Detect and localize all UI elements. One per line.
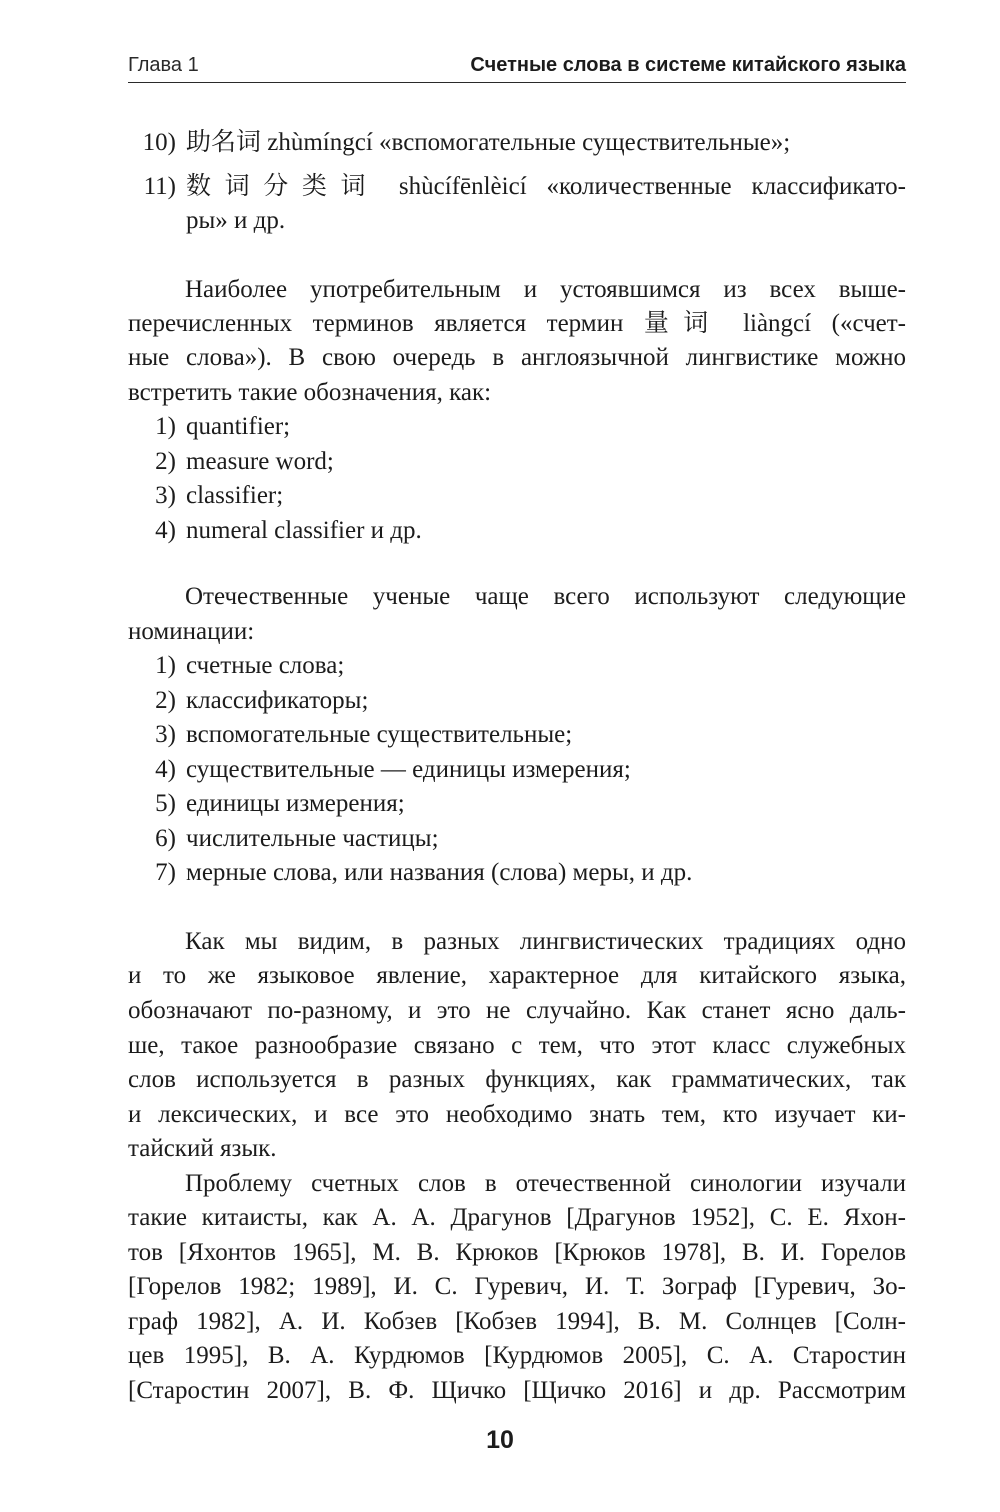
- list-item: [128, 514, 906, 548]
- list-number: 3): [155, 721, 176, 748]
- list-number: 10): [142, 129, 176, 156]
- list-number: 1): [155, 413, 176, 440]
- list-number: 1): [155, 652, 176, 679]
- list-text: classifier;: [186, 482, 284, 509]
- list-text: 助名词 zhùmíngcí «вспомогательные существительные»;: [186, 129, 791, 156]
- list-number: 3): [155, 482, 176, 509]
- running-header: [128, 54, 906, 86]
- list-text: единицы измерения;: [186, 790, 405, 817]
- list-text: мерные слова, или названия (слова) меры, и др.: [186, 859, 693, 886]
- paragraph-line: такие китаисты, как А. А. Драгунов [Драгунов 1952], С. Е. Яхон-: [128, 1204, 906, 1231]
- list-item: [128, 479, 906, 513]
- list-text: measure word;: [186, 448, 334, 475]
- list-number: 5): [155, 790, 176, 817]
- list-item: [128, 718, 906, 752]
- paragraph-line: тов [Яхонтов 1965], М. В. Крюков [Крюков 1978], В. И. Горелов: [128, 1239, 906, 1266]
- list-item: [128, 410, 906, 444]
- list-text: quantifier;: [186, 413, 291, 440]
- paragraph-line: Отечественные ученые чаще всего используют следующие: [185, 583, 906, 610]
- paragraph-line: ше, такое разнообразие связано с тем, что этот класс служебных: [128, 1032, 906, 1059]
- list-item: [128, 649, 906, 683]
- list-item: [128, 822, 906, 856]
- list-text: numeral classifier и др.: [186, 517, 422, 544]
- list-text: счетные слова;: [186, 652, 345, 679]
- list-text: классификаторы;: [186, 687, 369, 714]
- paragraph-line: ные слова»). В свою очередь в англоязычной лингвистике можно: [128, 344, 906, 371]
- paragraph-line: [Старостин 2007], В. Ф. Щичко [Щичко 2016] и др. Рассмотрим: [128, 1377, 906, 1404]
- paragraph-line: и лексических, и все это необходимо знать тем, кто изучает ки-: [128, 1101, 906, 1128]
- list-number: 11): [143, 173, 176, 200]
- list-text: ры» и др.: [186, 207, 286, 234]
- paragraph-line: цев 1995], В. А. Курдюмов [Курдюмов 2005], С. А. Старостин: [128, 1342, 906, 1369]
- paragraph-line: [Горелов 1982; 1989], И. С. Гуревич, И. Т. Зограф [Гуревич, Зо-: [128, 1273, 906, 1300]
- chapter-label: Глава 1: [128, 54, 199, 76]
- list-text: числительные частицы;: [186, 825, 439, 852]
- list-text: существительные — единицы измерения;: [186, 756, 631, 783]
- paragraph-line: встретить такие обозначения, как:: [128, 379, 492, 406]
- paragraph-line: обозначают по-разному, и это не случайно. Как станет ясно даль-: [128, 997, 906, 1024]
- list-item: [128, 445, 906, 479]
- header-rule: [128, 82, 906, 83]
- list-number: 2): [155, 687, 176, 714]
- list-item: [128, 787, 906, 821]
- paragraph-line: Наиболее употребительным и устоявшимся из всех выше-: [185, 276, 906, 303]
- list-item: [128, 684, 906, 718]
- paragraph-line: граф 1982], А. И. Кобзев [Кобзев 1994], В. М. Солнцев [Солн-: [128, 1308, 906, 1335]
- paragraph-line: номинации:: [128, 618, 255, 645]
- list-item: [128, 170, 906, 204]
- list-item-continuation: [128, 204, 906, 238]
- list-number: 7): [155, 859, 176, 886]
- chapter-title: Счетные слова в системе китайского языка: [470, 54, 906, 76]
- list-text: 数词分类词 shùcífēnlèicí «количественные классификато-: [186, 173, 906, 200]
- list-number: 2): [155, 448, 176, 475]
- paragraph-line: перечисленных терминов является термин 量词 liàngcí («счет-: [128, 310, 906, 337]
- paragraph-line: Проблему счетных слов в отечественной синологии изучали: [185, 1170, 906, 1197]
- paragraph-line: тайский язык.: [128, 1135, 277, 1162]
- page-number: 10: [486, 1426, 514, 1454]
- list-text: вспомогательные существительные;: [186, 721, 573, 748]
- paragraph-line: и то же языковое явление, характерное для китайского языка,: [128, 962, 906, 989]
- list-item: [128, 126, 906, 160]
- list-number: 4): [155, 517, 176, 544]
- list-number: 6): [155, 825, 176, 852]
- list-number: 4): [155, 756, 176, 783]
- list-item: [128, 856, 906, 890]
- paragraph-line: слов используется в разных функциях, как грамматических, так: [128, 1066, 906, 1093]
- paragraph-line: Как мы видим, в разных лингвистических традициях одно: [185, 928, 906, 955]
- list-item: [128, 753, 906, 787]
